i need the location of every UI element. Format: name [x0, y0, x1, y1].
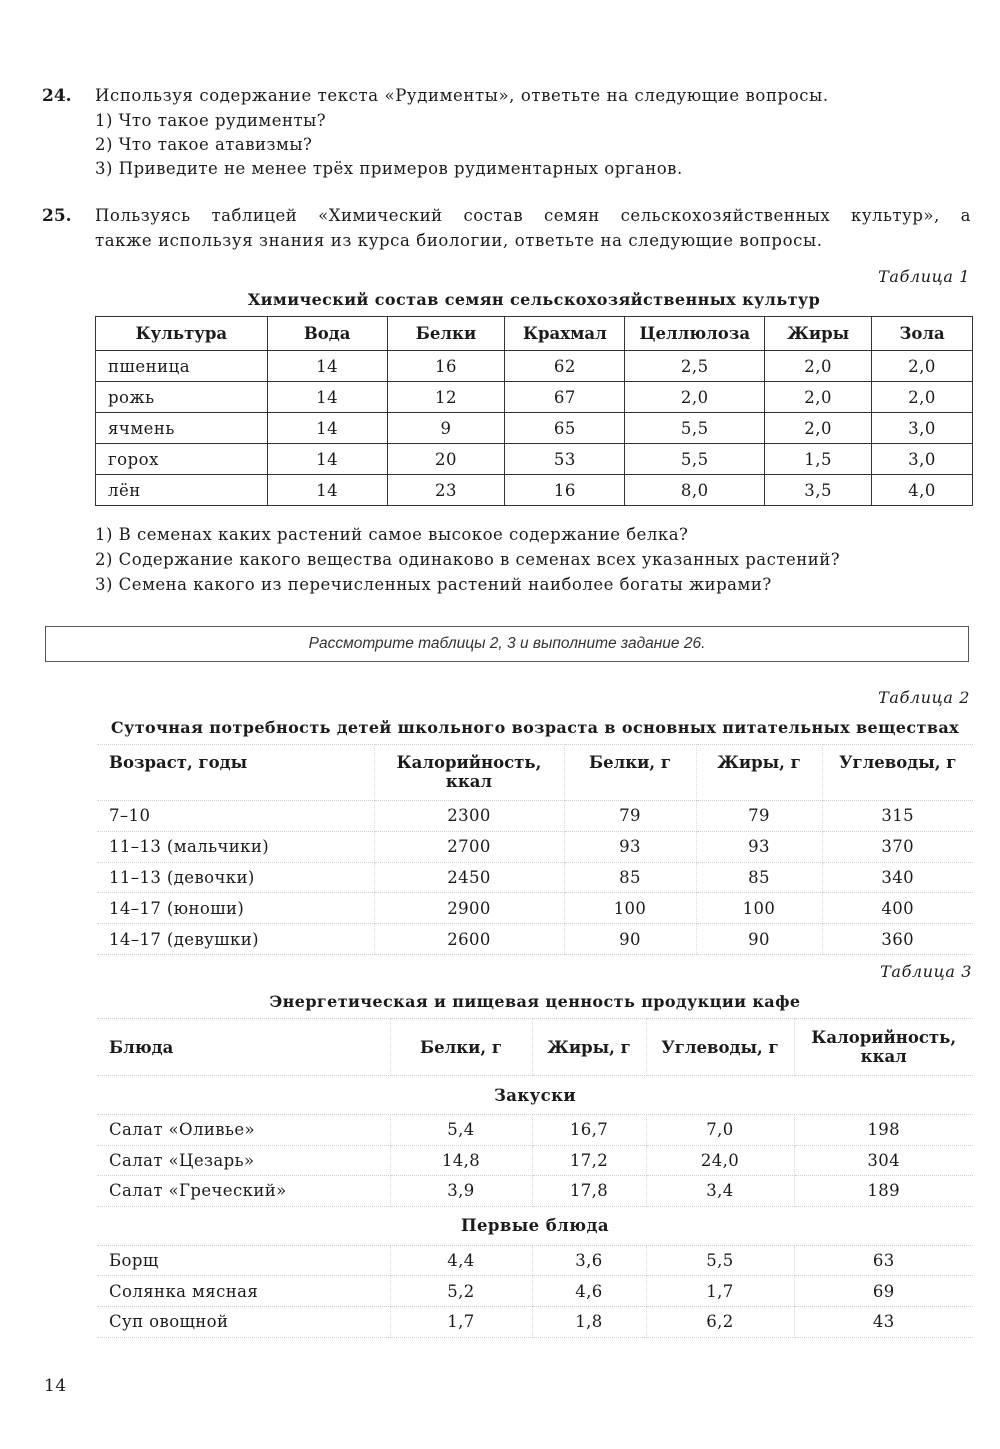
section-title-appetizers: Закуски	[97, 1076, 973, 1115]
table-cell: 14	[267, 351, 387, 382]
table-cell: 2,0	[872, 351, 973, 382]
table-3-header: Блюда	[97, 1019, 390, 1076]
table-cell: 62	[505, 351, 625, 382]
table-3-label: Таблица 3	[880, 962, 972, 981]
table-row	[97, 1115, 973, 1146]
table-cell: Салат «Греческий»	[97, 1176, 390, 1207]
section-row	[97, 1076, 973, 1115]
table-1-label: Таблица 1	[878, 267, 970, 286]
table-cell: 16	[387, 351, 505, 382]
table-row	[97, 801, 973, 832]
table-cell: 16	[505, 475, 625, 506]
table-chemical-composition	[95, 316, 973, 506]
table-cell: 1,8	[532, 1306, 646, 1337]
section-row	[97, 1206, 973, 1245]
table-cell: 6,2	[646, 1306, 794, 1337]
table-cell: 14	[267, 382, 387, 413]
table-cell: 90	[564, 924, 696, 955]
table-cell: 11–13 (мальчики)	[97, 831, 374, 862]
table-cell: 315	[822, 801, 973, 832]
table-cell: 12	[387, 382, 505, 413]
table-cell: 63	[794, 1245, 973, 1276]
table-cell: рожь	[96, 382, 268, 413]
table-cell: 69	[794, 1276, 973, 1307]
table-cell: 5,4	[390, 1115, 532, 1146]
table-cell: 14	[267, 475, 387, 506]
table-row	[96, 351, 973, 382]
table-cell: 2600	[374, 924, 564, 955]
table-cell: 3,0	[872, 444, 973, 475]
table-cell: 189	[794, 1176, 973, 1207]
table-cell: 5,5	[646, 1245, 794, 1276]
table-cell: Суп овощной	[97, 1306, 390, 1337]
table-row	[96, 382, 973, 413]
table-cell: 1,7	[390, 1306, 532, 1337]
table-cell: 2300	[374, 801, 564, 832]
question-25-line-2: также используя знания из курса биологии, ответьте на следующие вопросы.	[95, 231, 823, 250]
table-cell: 2,0	[765, 351, 872, 382]
question-24-item-3: 3) Приведите не менее трёх примеров рудиментарных органов.	[95, 159, 683, 178]
table-cell: 8,0	[625, 475, 765, 506]
table-cell: 370	[822, 831, 973, 862]
table-cell: 198	[794, 1115, 973, 1146]
table-cell: 79	[696, 801, 822, 832]
table-cell: 16,7	[532, 1115, 646, 1146]
question-24-number: 24.	[42, 86, 72, 106]
table-3-header: Углеводы, г	[646, 1019, 794, 1076]
table-cell: 85	[564, 862, 696, 893]
table-cell: 3,4	[646, 1176, 794, 1207]
table-cell: 5,5	[625, 444, 765, 475]
table-2-header: Калорийность, ккал	[374, 745, 564, 801]
table-1-header: Белки	[387, 317, 505, 351]
table-cell: 14–17 (юноши)	[97, 893, 374, 924]
table-cell: 79	[564, 801, 696, 832]
table-cell: 2,0	[625, 382, 765, 413]
table-cell: 93	[564, 831, 696, 862]
instruction-box: Рассмотрите таблицы 2, 3 и выполните задание 26.	[45, 626, 969, 662]
section-title-first-courses: Первые блюда	[97, 1206, 973, 1245]
table-2-title: Суточная потребность детей школьного возраста в основных питательных веществах	[110, 718, 960, 737]
table-1-header-row	[96, 317, 973, 351]
table-cell: 4,4	[390, 1245, 532, 1276]
table-cell: 2,0	[872, 382, 973, 413]
table-cell: Солянка мясная	[97, 1276, 390, 1307]
table-cell: 2450	[374, 862, 564, 893]
table-3-title: Энергетическая и пищевая ценность продукции кафе	[269, 992, 801, 1011]
table-1-header: Вода	[267, 317, 387, 351]
table-cell: 20	[387, 444, 505, 475]
table-row	[96, 475, 973, 506]
table-cell: 3,6	[532, 1245, 646, 1276]
table-3-header: Калорийность, ккал	[794, 1019, 973, 1076]
table-2-header: Белки, г	[564, 745, 696, 801]
table-row	[97, 1306, 973, 1337]
table-1-header: Жиры	[765, 317, 872, 351]
table-cell: 1,5	[765, 444, 872, 475]
table-1-header: Крахмал	[505, 317, 625, 351]
table-cell: 14	[267, 413, 387, 444]
table-cell: 11–13 (девочки)	[97, 862, 374, 893]
table-cell: 4,0	[872, 475, 973, 506]
table-cell: 7–10	[97, 801, 374, 832]
table-cell: 85	[696, 862, 822, 893]
table-cell: Салат «Цезарь»	[97, 1145, 390, 1176]
table-cell: 2700	[374, 831, 564, 862]
table-row	[96, 413, 973, 444]
table-cell: 43	[794, 1306, 973, 1337]
table-cell: 14	[267, 444, 387, 475]
table-cell: Борщ	[97, 1245, 390, 1276]
table-cell: 93	[696, 831, 822, 862]
table-cell: 304	[794, 1145, 973, 1176]
table-cell: 2900	[374, 893, 564, 924]
table-cell: 14,8	[390, 1145, 532, 1176]
table-cell: горох	[96, 444, 268, 475]
table-row	[97, 893, 973, 924]
table-row	[97, 1176, 973, 1207]
table-cell: 1,7	[646, 1276, 794, 1307]
table-1-header: Зола	[872, 317, 973, 351]
table-cell: 23	[387, 475, 505, 506]
table-cell: 14–17 (девушки)	[97, 924, 374, 955]
table-cell: 360	[822, 924, 973, 955]
table-row	[97, 1276, 973, 1307]
table-cell: ячмень	[96, 413, 268, 444]
table-row	[97, 1145, 973, 1176]
table-cell: 2,0	[765, 382, 872, 413]
table-2-header: Возраст, годы	[97, 745, 374, 801]
table-cell: 2,5	[625, 351, 765, 382]
table-daily-needs	[97, 744, 973, 955]
table-cell: 24,0	[646, 1145, 794, 1176]
table-row	[97, 862, 973, 893]
table-1-title: Химический состав семян сельскохозяйственных культур	[247, 290, 821, 309]
table-3-header: Белки, г	[390, 1019, 532, 1076]
table-cell: 100	[564, 893, 696, 924]
table-cell: Салат «Оливье»	[97, 1115, 390, 1146]
table-cell: 3,9	[390, 1176, 532, 1207]
table-3-header: Жиры, г	[532, 1019, 646, 1076]
table-row	[96, 444, 973, 475]
table-2-header: Углеводы, г	[822, 745, 973, 801]
table-cell: 53	[505, 444, 625, 475]
table-cell: 90	[696, 924, 822, 955]
table-2-header: Жиры, г	[696, 745, 822, 801]
table-3-header-row	[97, 1019, 973, 1076]
table-cell: пшеница	[96, 351, 268, 382]
table-row	[97, 831, 973, 862]
table-cell: 3,5	[765, 475, 872, 506]
table-2-label: Таблица 2	[878, 688, 970, 707]
table-cell: 17,8	[532, 1176, 646, 1207]
table-2-header-row	[97, 745, 973, 801]
table-cell: 4,6	[532, 1276, 646, 1307]
question-24-item-2: 2) Что такое атавизмы?	[95, 135, 313, 154]
question-24-text: Используя содержание текста «Рудименты», ответьте на следующие вопросы.	[95, 86, 829, 105]
question-24-item-1: 1) Что такое рудименты?	[95, 111, 327, 130]
table-cell: 65	[505, 413, 625, 444]
question-25-line-1: Пользуясь таблицей «Химический состав семян сельскохозяйственных культур», а	[95, 206, 971, 225]
table-cell: 2,0	[765, 413, 872, 444]
table-cell: 17,2	[532, 1145, 646, 1176]
question-25-item-1: 1) В семенах каких растений самое высокое содержание белка?	[95, 525, 689, 544]
table-cell: 340	[822, 862, 973, 893]
page-number: 14	[44, 1376, 67, 1396]
table-row	[97, 924, 973, 955]
table-cell: лён	[96, 475, 268, 506]
question-25-item-3: 3) Семена какого из перечисленных растений наиболее богаты жирами?	[95, 575, 772, 594]
table-cell: 5,5	[625, 413, 765, 444]
table-cafe-nutrition	[97, 1018, 973, 1338]
table-cell: 400	[822, 893, 973, 924]
table-cell: 5,2	[390, 1276, 532, 1307]
table-cell: 67	[505, 382, 625, 413]
table-1-header: Целлюлоза	[625, 317, 765, 351]
table-cell: 7,0	[646, 1115, 794, 1146]
table-cell: 100	[696, 893, 822, 924]
table-1-header: Культура	[96, 317, 268, 351]
question-25-item-2: 2) Содержание какого вещества одинаково в семенах всех указанных растений?	[95, 550, 841, 569]
table-row	[97, 1245, 973, 1276]
table-cell: 3,0	[872, 413, 973, 444]
table-cell: 9	[387, 413, 505, 444]
question-25-number: 25.	[42, 206, 72, 226]
